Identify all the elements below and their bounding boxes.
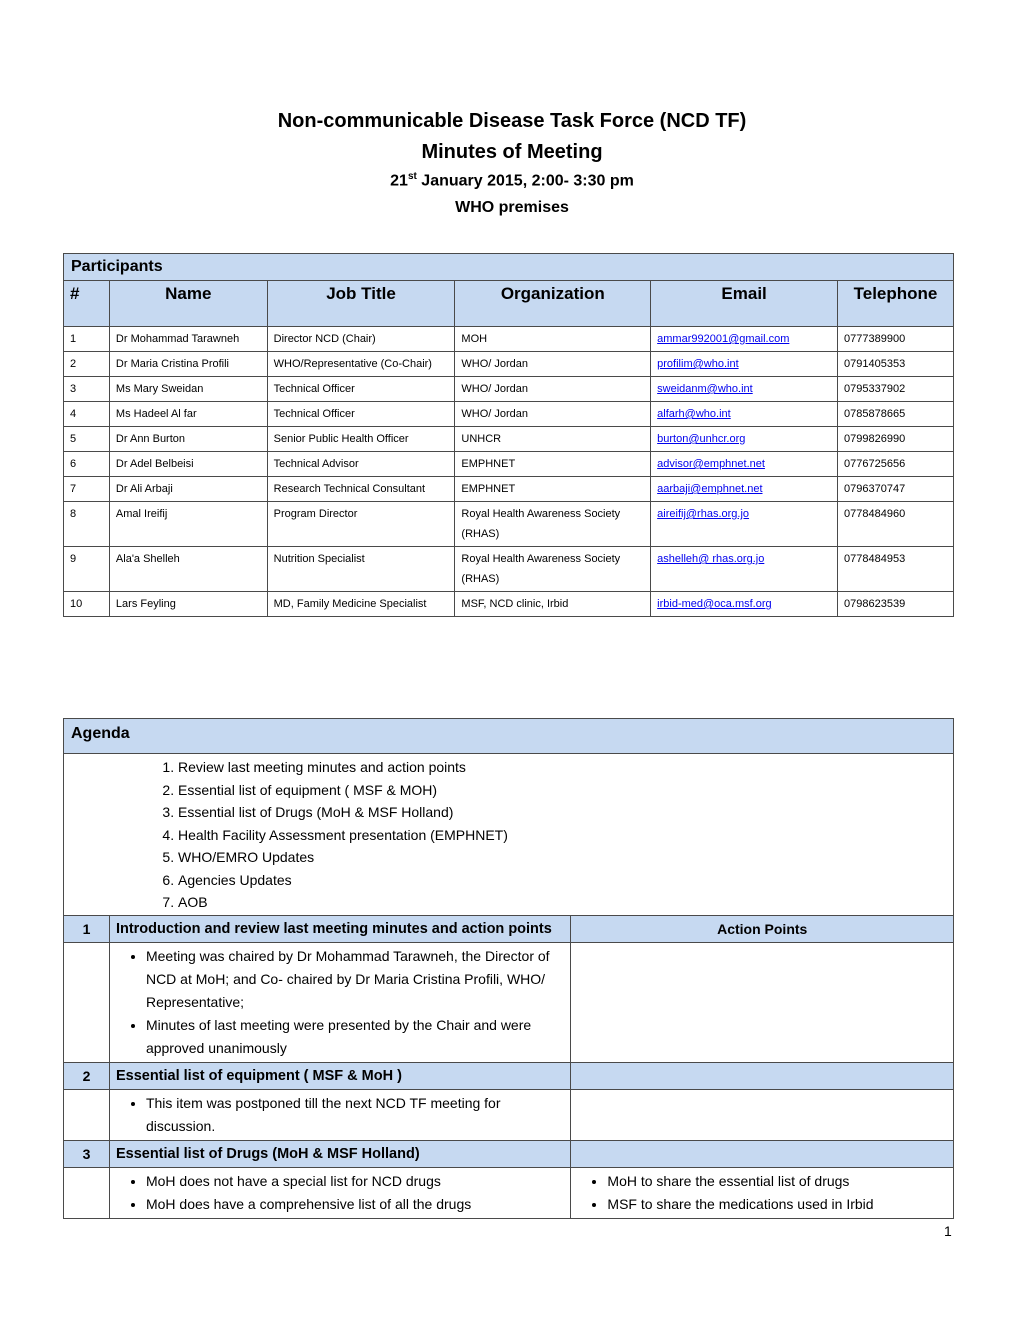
- participant-num: 7: [64, 477, 110, 502]
- col-telephone-header: Telephone: [838, 281, 954, 327]
- participant-email-link[interactable]: aireifij@rhas.org.jo: [657, 508, 750, 520]
- participant-org: WHO/ Jordan: [455, 377, 651, 402]
- participant-email-cell: [651, 477, 838, 502]
- participant-email-link[interactable]: aarbaji@emphnet.net: [657, 483, 763, 495]
- agenda-item: 7. AOB: [178, 891, 947, 914]
- section-discussion: [109, 1089, 570, 1140]
- col-name-header: Name: [109, 281, 267, 327]
- participant-org: WHO/ Jordan: [455, 402, 651, 427]
- participant-email-cell: [651, 502, 838, 547]
- section-number: 2: [64, 1062, 110, 1089]
- participant-phone: 0785878665: [838, 402, 954, 427]
- participant-name: Dr Ann Burton: [109, 427, 267, 452]
- participant-phone: 0778484960: [838, 502, 954, 547]
- discussion-bullet: • This item was postponed till the next NCD TF meeting for discussion.: [146, 1092, 564, 1138]
- section-title: Essential list of equipment ( MSF & MoH ): [109, 1062, 570, 1089]
- agenda-list: [144, 756, 947, 914]
- participant-num: 10: [64, 592, 110, 617]
- participant-row: [64, 377, 954, 402]
- participant-email-cell: [651, 352, 838, 377]
- participant-row: [64, 477, 954, 502]
- participant-num: 1: [64, 327, 110, 352]
- section-action-points: [571, 1089, 954, 1140]
- action-point-bullet: • MoH to share the essential list of drugs: [607, 1170, 947, 1193]
- agenda-item: 2. Essential list of equipment ( MSF & MOH): [178, 779, 947, 802]
- action-points-header: Action Points: [571, 915, 954, 942]
- participant-email-cell: [651, 427, 838, 452]
- section-header-row: [64, 1140, 954, 1167]
- section-discussion: [109, 942, 570, 1062]
- section-action-points: [571, 1167, 954, 1218]
- participant-phone: 0778484953: [838, 547, 954, 592]
- section-number: 3: [64, 1140, 110, 1167]
- section-discussion: [109, 1167, 570, 1218]
- participant-org: EMPHNET: [455, 452, 651, 477]
- participants-heading: Participants: [64, 254, 954, 281]
- participant-job: Technical Advisor: [267, 452, 455, 477]
- discussion-bullet: • MoH does not have a special list for NCD drugs: [146, 1170, 564, 1193]
- participant-name: Dr Mohammad Tarawneh: [109, 327, 267, 352]
- agenda-item: 4. Health Facility Assessment presentation (EMPHNET): [178, 824, 947, 847]
- participant-org: Royal Health Awareness Society (RHAS): [455, 547, 651, 592]
- col-organization-header: Organization: [455, 281, 651, 327]
- agenda-item: 5. WHO/EMRO Updates: [178, 846, 947, 869]
- participant-name: Amal Ireifij: [109, 502, 267, 547]
- section-body-spacer: [64, 942, 110, 1062]
- participant-org: MSF, NCD clinic, Irbid: [455, 592, 651, 617]
- participant-phone: 0777389900: [838, 327, 954, 352]
- participant-phone: 0799826990: [838, 427, 954, 452]
- participants-table: [63, 253, 954, 617]
- section-number: 1: [64, 915, 110, 942]
- participant-name: Dr Adel Belbeisi: [109, 452, 267, 477]
- agenda-heading: Agenda: [64, 719, 954, 754]
- participant-org: Royal Health Awareness Society (RHAS): [455, 502, 651, 547]
- participant-email-link[interactable]: sweidanm@who.int: [657, 383, 753, 395]
- section-header-blank: [571, 1062, 954, 1089]
- participant-name: Lars Feyling: [109, 592, 267, 617]
- participant-name: Dr Ali Arbaji: [109, 477, 267, 502]
- discussion-bullet: • Minutes of last meeting were presented by the Chair and were approved unanimously: [146, 1014, 564, 1060]
- participant-email-cell: [651, 327, 838, 352]
- participant-row: [64, 592, 954, 617]
- participant-email-link[interactable]: ashelleh@ rhas.org.jo: [657, 553, 765, 565]
- participant-job: Senior Public Health Officer: [267, 427, 455, 452]
- section-header-row: [64, 915, 954, 942]
- discussion-bullet: • MoH does have a comprehensive list of all the drugs: [146, 1193, 564, 1216]
- participant-email-cell: [651, 452, 838, 477]
- col-job-title-header: Job Title: [267, 281, 455, 327]
- document-subtitle: Minutes of Meeting: [421, 141, 603, 163]
- participant-org: UNHCR: [455, 427, 651, 452]
- agenda-item: 6. Agencies Updates: [178, 869, 947, 892]
- section-body-row: [64, 942, 954, 1062]
- participant-email-cell: [651, 402, 838, 427]
- participant-job: Nutrition Specialist: [267, 547, 455, 592]
- section-action-points: [571, 942, 954, 1062]
- participant-phone: 0795337902: [838, 377, 954, 402]
- participant-row: [64, 547, 954, 592]
- participant-row: [64, 327, 954, 352]
- col-email-header: Email: [651, 281, 838, 327]
- section-body-spacer: [64, 1089, 110, 1140]
- participant-phone: 0796370747: [838, 477, 954, 502]
- document-title: Non-communicable Disease Task Force (NCD TF): [277, 110, 747, 132]
- participant-num: 9: [64, 547, 110, 592]
- participant-num: 6: [64, 452, 110, 477]
- participant-email-link[interactable]: irbid-med@oca.msf.org: [657, 598, 772, 610]
- agenda-item: 1. Review last meeting minutes and action points: [178, 756, 947, 779]
- participant-job: WHO/Representative (Co-Chair): [267, 352, 455, 377]
- page-number: 1: [944, 1223, 952, 1239]
- agenda-item: 3. Essential list of Drugs (MoH & MSF Holland): [178, 801, 947, 824]
- participant-job: Research Technical Consultant: [267, 477, 455, 502]
- agenda-list-cell: [64, 754, 954, 916]
- participant-email-cell: [651, 377, 838, 402]
- participant-num: 3: [64, 377, 110, 402]
- participant-num: 8: [64, 502, 110, 547]
- participant-row: [64, 452, 954, 477]
- participant-email-link[interactable]: burton@unhcr.org: [657, 433, 746, 445]
- participant-email-link[interactable]: alfarh@who.int: [657, 408, 731, 420]
- section-body-row: [64, 1089, 954, 1140]
- meeting-date: 21st January 2015, 2:00- 3:30 pm: [390, 171, 634, 190]
- participant-org: EMPHNET: [455, 477, 651, 502]
- participant-job: Director NCD (Chair): [267, 327, 455, 352]
- participant-email-link[interactable]: profilim@who.int: [657, 358, 739, 370]
- participant-row: [64, 502, 954, 547]
- participant-name: Ms Hadeel Al far: [109, 402, 267, 427]
- col-number-header: #: [64, 281, 110, 327]
- participant-job: Program Director: [267, 502, 455, 547]
- section-header-blank: [571, 1140, 954, 1167]
- participant-email-cell: [651, 592, 838, 617]
- participant-org: MOH: [455, 327, 651, 352]
- participant-row: [64, 402, 954, 427]
- participant-org: WHO/ Jordan: [455, 352, 651, 377]
- participant-phone: 0798623539: [838, 592, 954, 617]
- participant-name: Ala'a Shelleh: [109, 547, 267, 592]
- participant-phone: 0776725656: [838, 452, 954, 477]
- participant-email-cell: [651, 547, 838, 592]
- action-point-bullet: • MSF to share the medications used in Irbid: [607, 1193, 947, 1216]
- section-body-spacer: [64, 1167, 110, 1218]
- participant-phone: 0791405353: [838, 352, 954, 377]
- section-body-row: [64, 1167, 954, 1218]
- participant-job: Technical Officer: [267, 402, 455, 427]
- participant-job: Technical Officer: [267, 377, 455, 402]
- participant-num: 4: [64, 402, 110, 427]
- participant-num: 2: [64, 352, 110, 377]
- participant-job: MD, Family Medicine Specialist: [267, 592, 455, 617]
- participant-email-link[interactable]: advisor@emphnet.net: [657, 458, 765, 470]
- participant-name: Ms Mary Sweidan: [109, 377, 267, 402]
- discussion-bullet: • Meeting was chaired by Dr Mohammad Tarawneh, the Director of NCD at MoH; and Co- chaired by Dr Maria Cristina Profili, WHO/ Representative;: [146, 945, 564, 1014]
- agenda-table: [63, 718, 954, 1219]
- participant-row: [64, 352, 954, 377]
- participant-num: 5: [64, 427, 110, 452]
- section-title: Essential list of Drugs (MoH & MSF Holland): [109, 1140, 570, 1167]
- participant-email-link[interactable]: ammar992001@gmail.com: [657, 333, 790, 345]
- section-title: Introduction and review last meeting minutes and action points: [109, 915, 570, 942]
- participant-name: Dr Maria Cristina Profili: [109, 352, 267, 377]
- section-header-row: [64, 1062, 954, 1089]
- meeting-venue: WHO premises: [455, 199, 569, 216]
- participant-row: [64, 427, 954, 452]
